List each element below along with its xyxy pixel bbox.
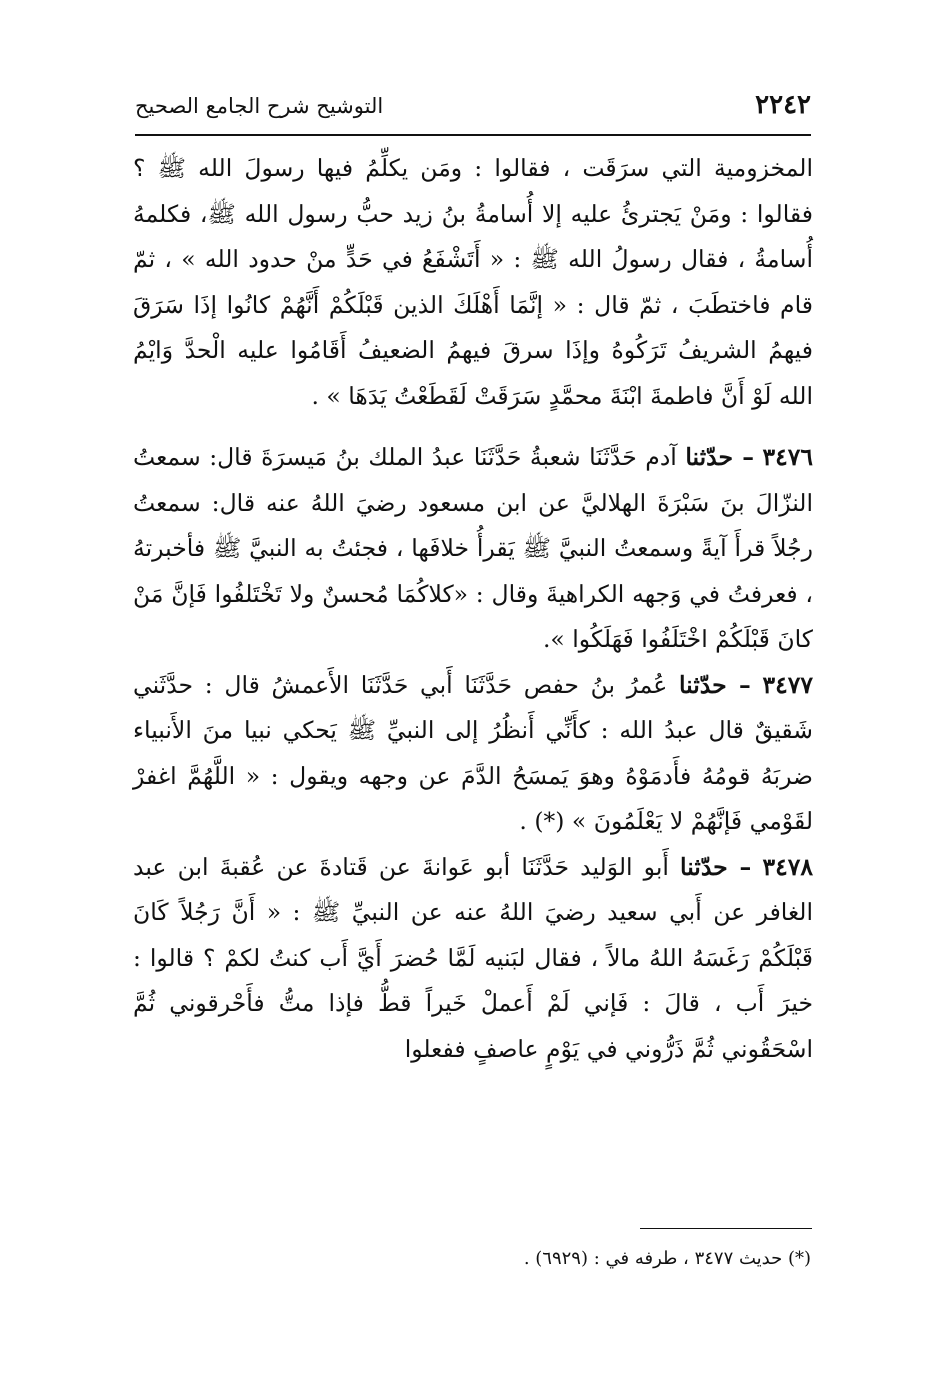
hadith-opening: حدّثنا <box>680 852 728 881</box>
main-text <box>133 146 813 1072</box>
hadith-3477: ٣٤٧٧ – حدّثنا عُمرُ بنُ حفص حَدَّثَنَا أَبي حَدَّثَنَا الأَعمشُ قال : حدَّثَني شَقيقٌ قال عبدُ الله : كأَنِّي أَنظُرُ إلى النبيِّ ﷺ يَحكي نبيا منَ الأَنبياء ضربَهُ قومُهُ فأَدمَوْهُ وهوَ يَمسَحُ الدَّمَ عن وجهه ويقول : « اللَّهُمَّ اغفرْ لقَوْمي فَإنَّهُمْ لا يَعْلَمُونَ » (*) . <box>133 670 813 835</box>
page-header <box>135 88 811 130</box>
running-title: التوشيح شرح الجامع الصحيح <box>135 94 384 118</box>
footnote-rule <box>640 1228 812 1229</box>
hadith-number: ٣٤٧٨ <box>762 852 813 881</box>
page-number: ٢٢٤٢ <box>755 90 811 120</box>
hadith-text: عُمرُ بنُ حفص حَدَّثَنَا أَبي حَدَّثَنَا الأَعمشُ قال : حدَّثَني شَقيقٌ قال عبدُ الله : كأَنِّي أَنظُرُ إلى النبيِّ ﷺ يَحكي نبيا منَ الأَنبياء ضربَهُ قومُهُ فأَدمَوْهُ وهوَ يَمسَحُ الدَّمَ عن وجهه ويقول : « اللَّهُمَّ اغفرْ لقَوْمي فَإنَّهُمْ لا يَعْلَمُونَ » (*) . <box>133 670 813 835</box>
hadith-text: أَبو الوَليد حَدَّثَنَا أبو عَوانةَ عن قَتادةَ عن عُقبةَ ابن عبد الغافر عن أَبي سعيد رضيَ اللهُ عنه عن النبيِّ ﷺ : « أَنَّ رَجُلاً كَانَ قَبْلَكُمْ رَغَسَهُ اللهُ مالاً ، فقال لبَنيه لَمَّا حُضرَ أَيَّ أَب كنتُ لكمْ ؟ قالوا : خيرَ أَب ، قالَ : فَإني لَمْ أَعملْ خَيراً قطُّ فإذا متُّ فأَحْرقوني ثُمَّ اسْحَقُوني ثُمَّ ذَرُّوني في يَوْمٍ عاصفٍ ففعلوا <box>133 852 813 1063</box>
paragraph-continuation <box>133 146 813 419</box>
hadith-text: آدم حَدَّثَنَا شعبةُ حَدَّثَنَا عبدُ الملك بنُ مَيسرَةَ قال: سمعتُ النزّالَ بنَ سَبْرَةَ الهلاليَّ عن ابن مسعود رضيَ اللهُ عنه قال: سمعتُ رجُلاً قرأَ آيةً وسمعتُ النبيَّ ﷺ يَقرأُ خلافَها ، فجئتُ به النبيَّ ﷺ فأخبرتهُ ، فعرفتُ في وَجهه الكراهيةَ وقال : «كلاكُمَا مُحسنٌ ولا تَخْتَلفُوا فَإنَّ مَنْ كانَ قَبْلَكُمْ اخْتَلَفُوا فَهَلَكُوا ». <box>133 443 813 653</box>
hadith-3476: ٣٤٧٦ – حدّثنا آدم حَدَّثَنَا شعبةُ حَدَّثَنَا عبدُ الملك بنُ مَيسرَةَ قال: سمعتُ النزّالَ بنَ سَبْرَةَ الهلاليَّ عن ابن مسعود رضيَ اللهُ عنه قال: سمعتُ رجُلاً قرأَ آيةً وسمعتُ النبيَّ ﷺ يَقرأُ خلافَها ، فجئتُ به النبيَّ ﷺ فأخبرتهُ ، فعرفتُ في وَجهه الكراهيةَ وقال : «كلاكُمَا مُحسنٌ ولا تَخْتَلفُوا فَإنَّ مَنْ كانَ قَبْلَكُمْ اخْتَلَفُوا فَهَلَكُوا ». <box>133 443 813 653</box>
hadith-opening: حدّثنا <box>685 443 733 471</box>
hadith-number: ٣٤٧٧ <box>762 670 813 699</box>
hadith-number: ٣٤٧٦ <box>762 443 813 471</box>
footnote: (*) حديث ٣٤٧٧ ، طرفه في : (٦٩٢٩) . <box>523 1248 811 1269</box>
hadith-opening: حدّثنا <box>678 670 727 699</box>
paragraph-text: المخزومية التي سرَقَت ، فقالوا : ومَن يكلِّمُ فيها رسولَ الله ﷺ ؟ فقالوا : ومَنْ يَجترئُ عليه إلا أُسامةُ بنُ زيد حبُّ رسول الله ﷺ، فكلمهُ أُسامةُ ، فقال رسولُ الله ﷺ : « أَتَشْفَعُ في حَدٍّ منْ حدود الله » ، ثمّ قام فاختطَبَ ، ثمّ قال : « إنَّمَا أَهْلَكَ الذين قَبْلَكُمْ أَنَّهُمْ كانُوا إذَا سَرَقَ فيهمُ الشريفُ تَرَكُوهُ وإذَا سرقَ فيهمُ الضعيفُ أَقَامُوا عليه الْحدَّ وَايْمُ الله لَوْ أَنَّ فاطمةَ ابْنَةَ محمَّدٍ سَرَقَتْ لَقَطَعْتُ يَدَهَا » . <box>133 154 813 410</box>
hadith-3478: ٣٤٧٨ – حدّثنا أَبو الوَليد حَدَّثَنَا أبو عَوانةَ عن قَتادةَ عن عُقبةَ ابن عبد الغافر عن أَبي سعيد رضيَ اللهُ عنه عن النبيِّ ﷺ : « أَنَّ رَجُلاً كَانَ قَبْلَكُمْ رَغَسَهُ اللهُ مالاً ، فقال لبَنيه لَمَّا حُضرَ أَيَّ أَب كنتُ لكمْ ؟ قالوا : خيرَ أَب ، قالَ : فَإني لَمْ أَعملْ خَيراً قطُّ فإذا متُّ فأَحْرقوني ثُمَّ اسْحَقُوني ثُمَّ ذَرُّوني في يَوْمٍ عاصفٍ ففعلوا <box>133 852 813 1063</box>
header-rule <box>135 134 811 136</box>
